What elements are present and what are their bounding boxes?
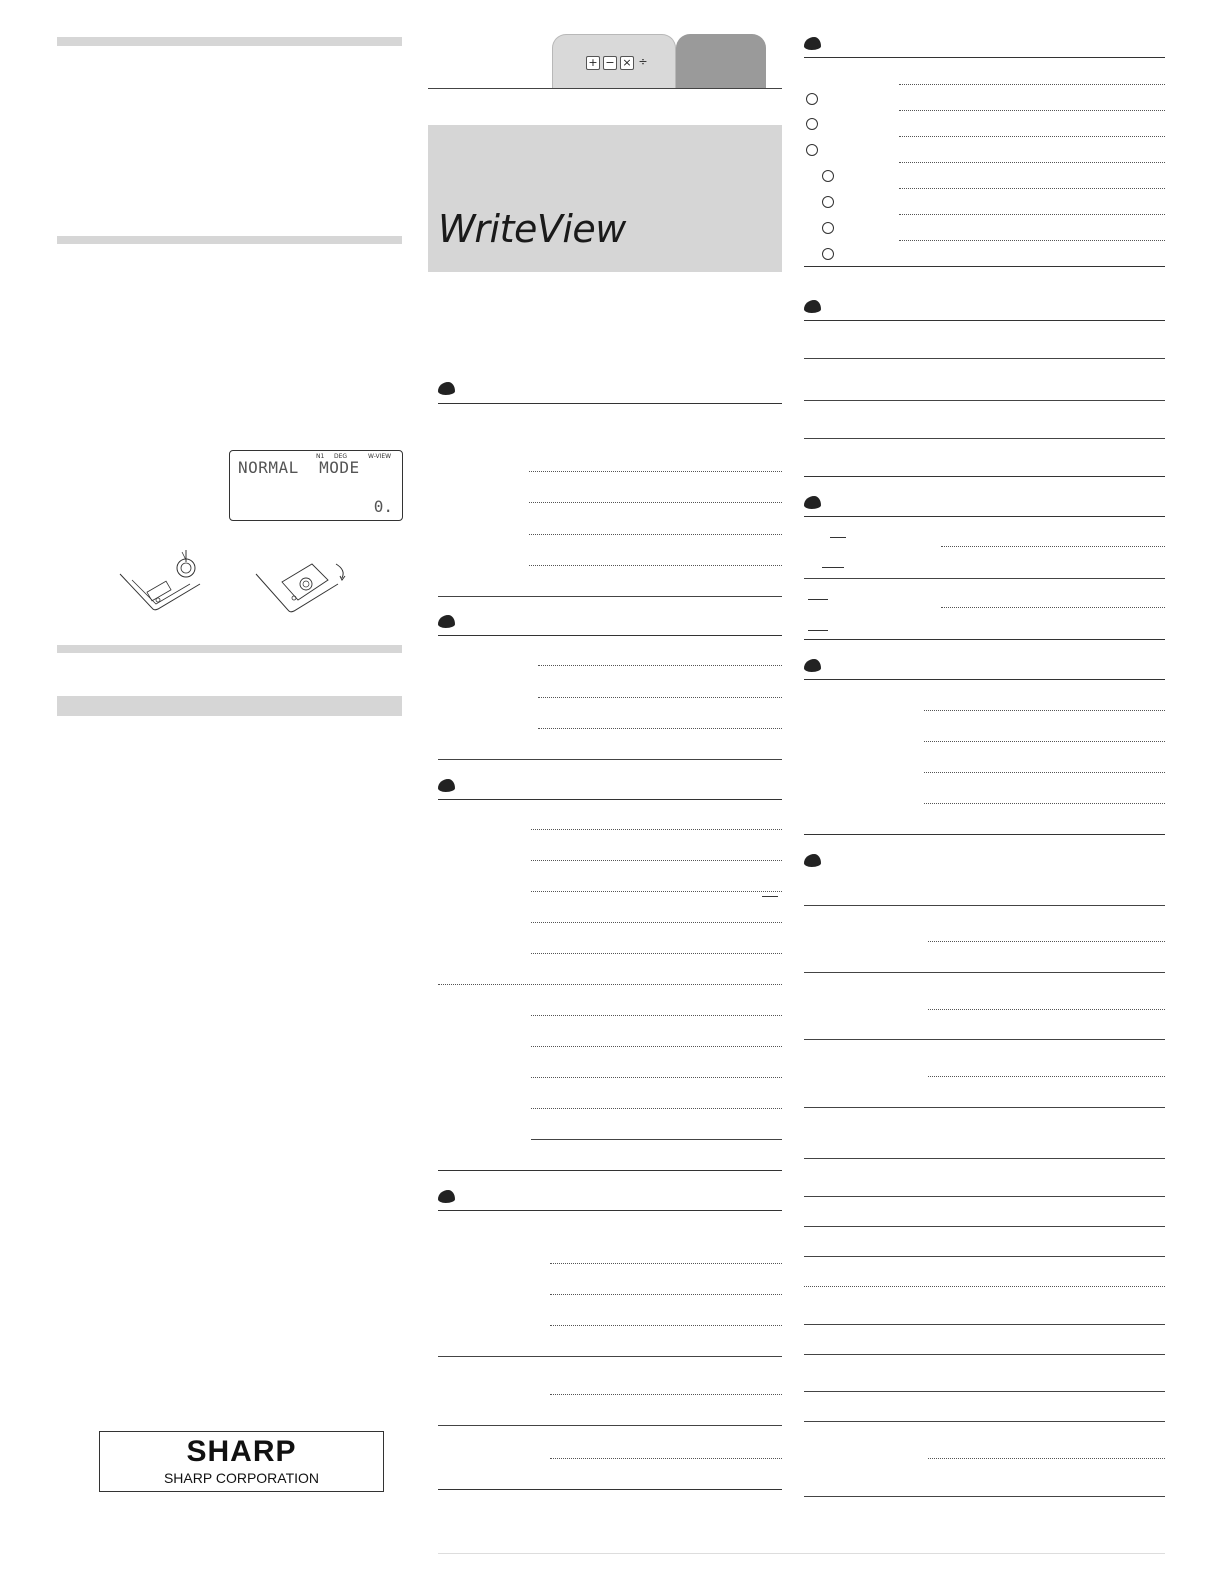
section-end-rule [438,596,782,597]
dotted-leader [550,1325,782,1326]
row-rule [804,1324,1165,1325]
company-name: SHARP CORPORATION [163,1470,320,1486]
dotted-leader [550,1394,782,1395]
battery-compartment-screw-icon [118,550,214,612]
dotted-leader [928,1458,1165,1459]
dotted-leader [899,84,1165,85]
section-end-rule [804,639,1165,640]
row-rule [804,972,1165,973]
row-rule [531,1139,782,1140]
dotted-leader [531,1046,782,1047]
section-header-bar-3 [57,645,402,653]
dotted-leader [531,1108,782,1109]
dotted-leader [531,1077,782,1078]
row-rule [804,1354,1165,1355]
dotted-leader [531,953,782,954]
section-bullet-icon [438,615,455,628]
row-rule [804,578,1165,579]
dotted-leader [941,546,1165,547]
dotted-leader [538,728,782,729]
dotted-leader [924,741,1165,742]
section-bullet-icon [804,300,821,313]
row-rule [438,1425,782,1426]
overline-mark [762,896,778,897]
section-end-rule [438,759,782,760]
circle-marker-icon [822,196,834,208]
dotted-divider [804,1286,1165,1287]
dotted-leader [924,803,1165,804]
section-rule [438,799,782,800]
row-rule [804,1256,1165,1257]
dotted-leader [928,941,1165,942]
dotted-leader [529,471,782,472]
section-header-bar-2 [57,236,402,244]
dotted-leader [928,1009,1165,1010]
overline-mark [808,599,828,600]
row-rule [804,1391,1165,1392]
dotted-leader [899,188,1165,189]
dotted-leader [899,162,1165,163]
page-title: WriteView [438,207,626,251]
overline-mark [830,537,846,538]
section-bullet-icon [804,496,821,509]
row-rule [804,1107,1165,1108]
dotted-leader [529,565,782,566]
dotted-leader [550,1263,782,1264]
dotted-leader [899,214,1165,215]
row-rule [804,358,1165,359]
lcd-indicator-deg: DEG [334,453,348,460]
dotted-leader [899,136,1165,137]
circle-marker-icon [822,248,834,260]
battery-cover-open-icon [254,556,354,614]
plus-key-icon: + [586,56,600,70]
section-bullet-icon [804,854,821,867]
section-rule [438,403,782,404]
circle-marker-icon [822,222,834,234]
section-bullet-icon [804,659,821,672]
section-rule [804,320,1165,321]
dotted-leader [531,829,782,830]
lcd-display [229,450,403,521]
section-bullet-icon [438,779,455,792]
section-end-rule [804,834,1165,835]
circle-marker-icon [806,144,818,156]
sharp-logo-box [99,1431,384,1492]
minus-key-icon: − [603,56,617,70]
overline-mark [822,567,844,568]
row-rule [804,400,1165,401]
section-bullet-icon [438,382,455,395]
circle-marker-icon [822,170,834,182]
dotted-leader [538,697,782,698]
section-end-rule [804,266,1165,267]
section-end-rule [804,476,1165,477]
lcd-mode-text: NORMAL MODE [238,458,360,477]
section-end-rule [438,1170,782,1171]
dotted-leader [924,772,1165,773]
section-end-rule [438,1489,782,1490]
row-rule [804,1039,1165,1040]
dotted-leader [550,1458,782,1459]
row-rule [804,1421,1165,1422]
dotted-leader [529,534,782,535]
dotted-leader [941,607,1165,608]
dotted-leader [924,710,1165,711]
dotted-divider [438,984,782,985]
dotted-leader [899,110,1165,111]
section-rule [804,679,1165,680]
section-rule [804,516,1165,517]
row-rule [804,1196,1165,1197]
lcd-value: 0. [373,497,393,516]
lcd-indicator-n1: N1 [316,453,325,460]
footer-rule [438,1553,1165,1554]
dotted-leader [531,891,782,892]
dotted-leader [531,922,782,923]
tab-baseline [428,88,782,89]
row-rule [804,438,1165,439]
dotted-leader [531,860,782,861]
dotted-leader [538,665,782,666]
lcd-indicator-wview: W-VIEW [368,453,392,460]
dotted-leader [550,1294,782,1295]
multiply-key-icon: × [620,56,634,70]
row-rule [804,1226,1165,1227]
section-header-bar-1 [57,37,402,46]
dotted-leader [531,1015,782,1016]
arithmetic-keys [586,56,649,70]
tab-dark [676,34,766,88]
section-bullet-icon [804,37,821,50]
row-rule [438,1356,782,1357]
dotted-leader [899,240,1165,241]
section-rule [804,57,1165,58]
section-rule [438,1210,782,1211]
overline-mark [808,630,828,631]
section-bullet-icon [438,1190,455,1203]
row-rule [804,1496,1165,1497]
dotted-leader [928,1076,1165,1077]
sharp-logo: SHARP [186,1435,297,1468]
dotted-leader [529,502,782,503]
row-rule [804,1158,1165,1159]
circle-marker-icon [806,93,818,105]
divide-key-icon: ÷ [638,55,648,68]
section-rule [438,635,782,636]
title-panel [428,125,782,272]
row-rule [804,905,1165,906]
section-header-bar-4 [57,696,402,716]
circle-marker-icon [806,118,818,130]
